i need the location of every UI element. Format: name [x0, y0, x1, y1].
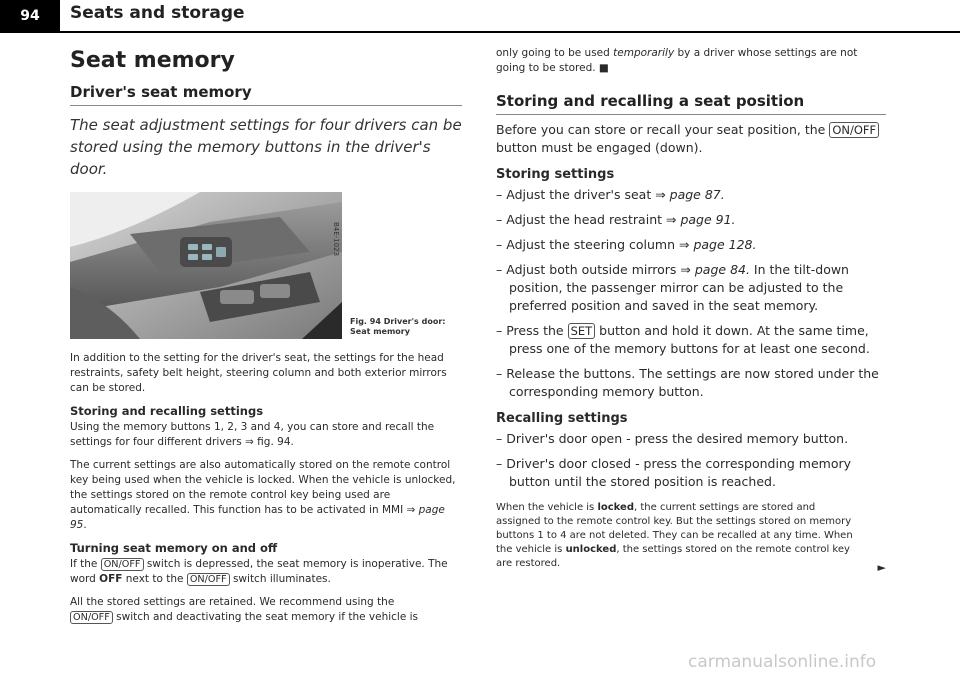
right-intro: Before you can store or recall your seat position, the ON/OFF button must be engaged (down).	[496, 121, 886, 157]
on-off-key: ON/OFF	[187, 573, 230, 586]
turn-paragraph-1: If the ON/OFF switch is depressed, the seat memory is inoperative. The word OFF next to the ON/OFF switch illuminates.	[70, 558, 448, 585]
list-item: – Driver's door closed - press the corresponding memory button until the stored position is reached.	[496, 456, 852, 489]
list-item: – Press the SET button and hold it down. At the same time, press one of the memory buttons for at least one second.	[496, 323, 870, 356]
list-item: – Release the buttons. The settings are now stored under the corresponding memory button.	[496, 366, 879, 399]
page-ref[interactable]: page 84.	[694, 262, 750, 277]
heading-storing-recalling: Storing and recalling settings	[70, 404, 264, 418]
heading-turn-on-off: Turning seat memory on and off	[70, 541, 278, 555]
heading-recalling-settings: Recalling settings	[496, 411, 628, 426]
header-rule	[0, 31, 960, 33]
section-title: Seats and storage	[70, 3, 245, 23]
list-item: – Adjust both outside mirrors ⇒ page 84. In the tilt-down position, the passenger mirror can be adjusted to the preferred position and saved in the seat memory.	[496, 262, 849, 313]
door-memory-illustration	[70, 192, 342, 339]
continue-arrow-icon: ►	[877, 561, 886, 574]
figure-block	[70, 192, 462, 339]
page-ref[interactable]: page 87.	[669, 187, 725, 202]
on-off-key: ON/OFF	[101, 558, 144, 571]
store-paragraph-2: The current settings are also automatically stored on the remote control key being used when the vehicle is locked. When the vehicle is unlocked, the settings stored on the remote control key being used are automatically recalled. This function has to be activated in MMI ⇒ page 95.	[70, 459, 456, 531]
page-title: Seat memory	[70, 48, 235, 73]
turn-paragraph-2: All the stored settings are retained. We recommend using the ON/OFF switch and deactivating the seat memory if the vehicle is	[70, 596, 419, 623]
note-paragraph: When the vehicle is locked, the current settings are stored and assigned to the remote control key. But the settings stored on memory buttons 1 to 4 are not deleted. They can be recalled at any time. When the vehicle is unlocked, the settings stored on the remote control key are restored. ►	[496, 502, 886, 574]
list-item: – Driver's door open - press the desired memory button.	[496, 431, 849, 446]
heading-storing-recalling-seat: Storing and recalling a seat position	[496, 92, 886, 115]
intro-paragraph: In addition to the setting for the driver's seat, the settings for the head restraints, safety belt height, steering column and both exterior mirrors can be stored.	[70, 352, 447, 394]
list-item: – Adjust the steering column ⇒ page 128.	[496, 237, 757, 252]
set-key: SET	[568, 323, 596, 339]
on-off-key: ON/OFF	[829, 122, 879, 138]
figure-caption-text: Driver's door: Seat memory	[350, 317, 446, 336]
left-column	[70, 46, 462, 633]
page-ref[interactable]: page 91.	[680, 212, 736, 227]
list-item: – Adjust the driver's seat ⇒ page 87.	[496, 187, 725, 202]
page-ref[interactable]: page 128.	[693, 237, 757, 252]
list-item: – Adjust the head restraint ⇒ page 91.	[496, 212, 736, 227]
page-number: 94	[0, 0, 60, 31]
figure-caption	[350, 317, 462, 339]
page-ref[interactable]: page 95	[70, 504, 445, 531]
store-paragraph-1: Using the memory buttons 1, 2, 3 and 4, you can store and recall the settings for four different drivers ⇒ fig. 94.	[70, 421, 435, 448]
continued-paragraph: only going to be used temporarily by a driver whose settings are not going to be stored. ■	[496, 47, 858, 74]
figure-caption-label: Fig. 94	[350, 317, 381, 326]
on-off-key: ON/OFF	[70, 611, 113, 624]
figure-code: B4E-1023	[332, 222, 340, 257]
end-mark-icon: ■	[598, 62, 609, 74]
subtitle-drivers-seat-memory: Driver's seat memory	[70, 83, 462, 106]
watermark: carmanualsonline.info	[688, 652, 877, 672]
right-column	[496, 46, 886, 574]
heading-storing-settings: Storing settings	[496, 167, 615, 182]
lead-text: The seat adjustment settings for four drivers can be stored using the memory buttons in the driver's door.	[70, 116, 462, 178]
